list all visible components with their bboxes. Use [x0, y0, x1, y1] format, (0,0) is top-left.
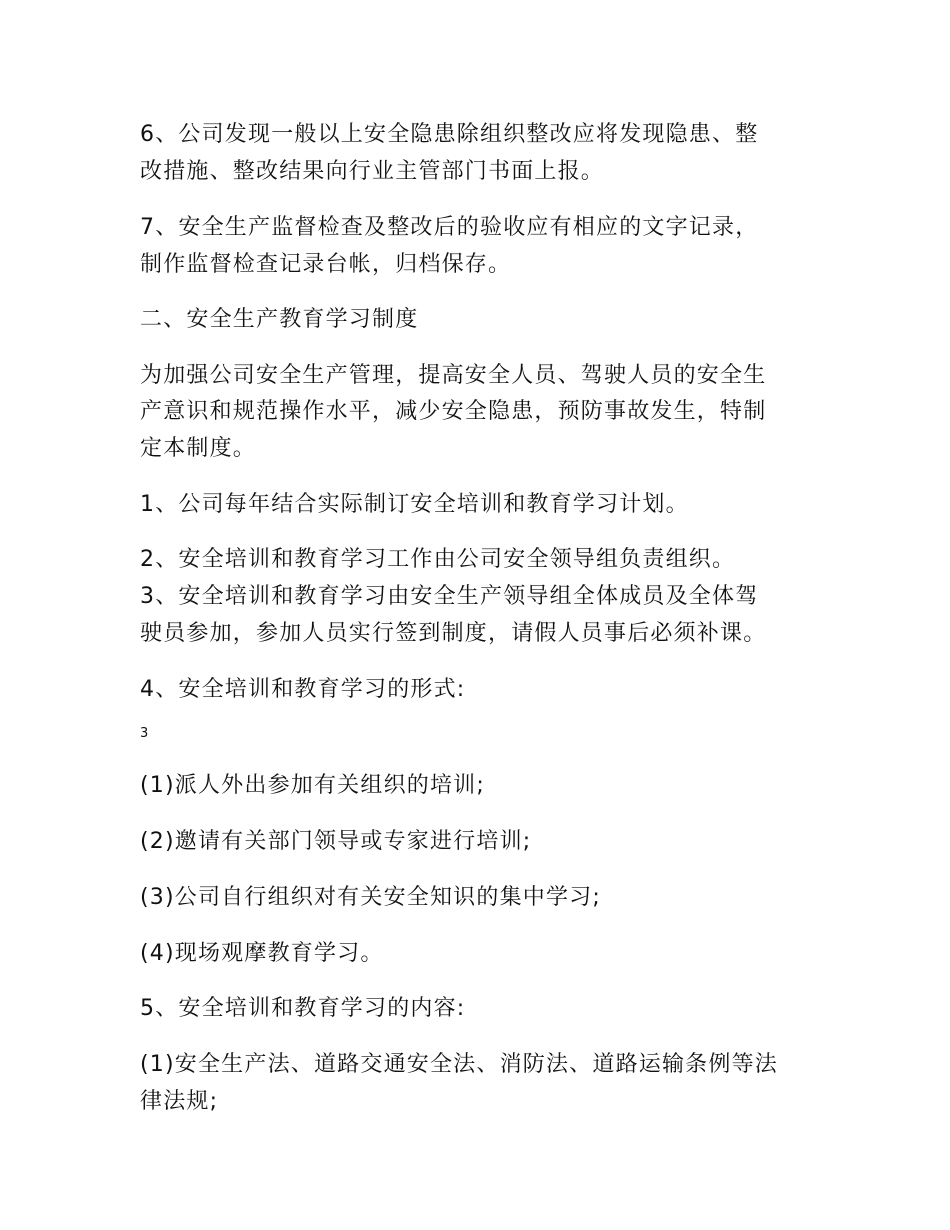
paragraph-line: 产意识和规范操作水平，减少安全隐患，预防事故发生，特制	[140, 399, 767, 424]
paragraph-line: 3、安全培训和教育学习由安全生产领导组全体成员及全体驾	[140, 584, 759, 609]
paragraph-line: 5、安全培训和教育学习的内容:	[140, 996, 466, 1021]
page-number: 3	[140, 726, 149, 741]
paragraph-line: 制作监督检查记录台帐，归档保存。	[140, 252, 512, 277]
list-item: (2)邀请有关部门领导或专家进行培训;	[140, 829, 532, 854]
paragraph-line: 2、安全培训和教育学习工作由公司安全领导组负责组织。	[140, 547, 736, 572]
list-item: (3)公司自行组织对有关安全知识的集中学习;	[140, 885, 601, 910]
list-item: 律法规;	[140, 1089, 219, 1114]
paragraph-line: 驶员参加，参加人员实行签到制度，请假人员事后必须补课。	[140, 621, 767, 646]
paragraph-line: 定本制度。	[140, 436, 257, 461]
paragraph-line: 7、安全生产监督检查及整改后的验收应有相应的文字记录，	[140, 215, 759, 240]
paragraph-line: 为加强公司安全生产管理，提高安全人员、驾驶人员的安全生	[140, 363, 767, 388]
list-item: (1)派人外出参加有关组织的培训;	[140, 773, 485, 798]
list-item: (4)现场观摩教育学习。	[140, 941, 384, 966]
paragraph-line: 6、公司发现一般以上安全隐患除组织整改应将发现隐患、整	[140, 122, 759, 147]
paragraph-line: 改措施、整改结果向行业主管部门书面上报。	[140, 159, 605, 184]
list-item: (1)安全生产法、道路交通安全法、消防法、道路运输条例等法	[140, 1052, 778, 1077]
paragraph-line: 1、公司每年结合实际制订安全培训和教育学习计划。	[140, 492, 689, 517]
paragraph-line: 4、安全培训和教育学习的形式:	[140, 677, 466, 702]
section-heading: 二、安全生产教育学习制度	[140, 307, 419, 332]
